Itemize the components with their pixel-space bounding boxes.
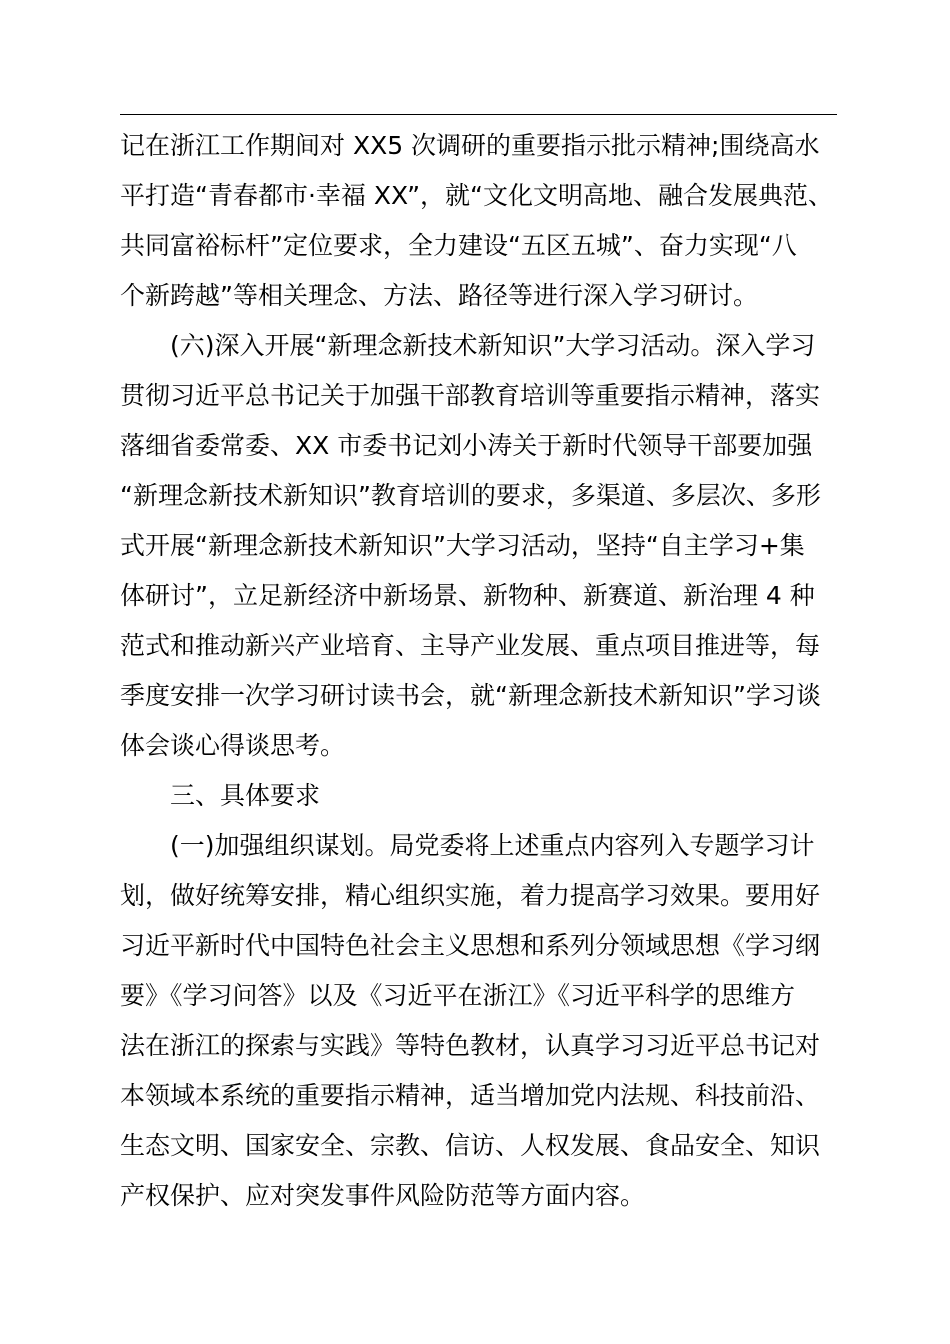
- text-line: 法在浙江的探索与实践》等特色教材，认真学习习近平总书记对: [120, 1031, 821, 1060]
- text-line: 季度安排一次学习研讨读书会，就“新理念新技术新知识”学习谈: [120, 681, 821, 710]
- section-heading: [120, 771, 860, 821]
- text-line: “新理念新技术新知识”教育培训的要求，多渠道、多层次、多形: [120, 481, 821, 510]
- text-line: 本领域本系统的重要指示精神，适当增加党内法规、科技前沿、: [120, 1081, 821, 1110]
- header-rule: [120, 114, 837, 115]
- document-body: [120, 121, 860, 1221]
- text-line: 贯彻习近平总书记关于加强干部教育培训等重要指示精神，落实: [120, 381, 821, 410]
- text-line: 产权保护、应对突发事件风险防范等方面内容。: [120, 1181, 646, 1210]
- text-line: 记在浙江工作期间对 XX5 次调研的重要指示批示精神;围绕高水: [120, 131, 820, 160]
- text-line: 式开展“新理念新技术新知识”大学习活动，坚持“自主学习+集: [120, 531, 805, 560]
- heading-text: 三、具体要求: [170, 781, 321, 810]
- text-line: (一)加强组织谋划。局党委将上述重点内容列入专题学习计: [170, 831, 815, 860]
- text-line: 体研讨”，立足新经济中新场景、新物种、新赛道、新治理 4 种: [120, 581, 815, 610]
- text-line: 体会谈心得谈思考。: [120, 731, 346, 760]
- paragraph-continued: [120, 121, 860, 321]
- text-line: 范式和推动新兴产业培育、主导产业发展、重点项目推进等，每: [120, 631, 821, 660]
- paragraph-item-one: [120, 821, 860, 1221]
- text-line: 落细省委常委、XX 市委书记刘小涛关于新时代领导干部要加强: [120, 431, 813, 460]
- paragraph-item-six: [120, 321, 860, 771]
- text-line: 要》《学习问答》以及《习近平在浙江》《习近平科学的思维方: [120, 981, 796, 1010]
- text-line: 平打造“青春都市·幸福 XX”，就“文化文明高地、融合发展典范、: [120, 181, 833, 210]
- text-line: (六)深入开展“新理念新技术新知识”大学习活动。深入学习: [170, 331, 816, 360]
- text-line: 个新跨越”等相关理念、方法、路径等进行深入学习研讨。: [120, 281, 758, 310]
- text-line: 习近平新时代中国特色社会主义思想和系列分领域思想《学习纲: [120, 931, 821, 960]
- text-line: 划，做好统筹安排，精心组织实施，着力提高学习效果。要用好: [120, 881, 821, 910]
- text-line: 共同富裕标杆”定位要求，全力建设“五区五城”、奋力实现“八: [120, 231, 797, 260]
- text-line: 生态文明、国家安全、宗教、信访、人权发展、食品安全、知识: [120, 1131, 821, 1160]
